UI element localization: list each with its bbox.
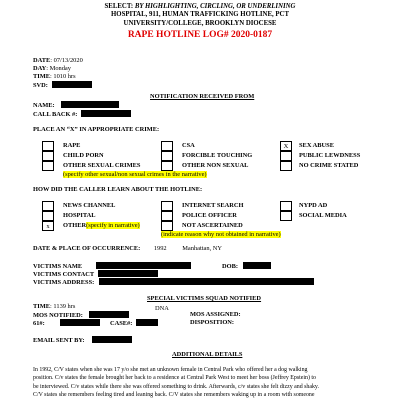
redaction-bar — [136, 319, 158, 326]
occurrence-year: 1992 — [153, 245, 167, 252]
crime-option-child-porn: CHILD PORN — [63, 152, 104, 159]
checkbox-mark: x — [46, 223, 50, 230]
redaction-bar — [96, 262, 191, 269]
source-option-other-label: OTHER — [63, 222, 87, 229]
occurrence-place: Manhattan, NY — [182, 245, 222, 252]
source-option-hospital: HOSPITAL — [63, 212, 96, 219]
checkbox-no-crime-stated[interactable] — [280, 161, 292, 171]
svs-time-value: : 1139 hrs — [50, 303, 76, 310]
checkbox-sex-abuse[interactable] — [280, 141, 292, 151]
checkbox-forcible-touching[interactable] — [161, 151, 173, 161]
source-option-other — [63, 222, 140, 230]
select-instruction-line — [0, 3, 400, 11]
redaction-bar — [99, 278, 314, 285]
checkbox-internet-search[interactable] — [161, 201, 173, 211]
source-option-nypd-ad: NYPD AD — [299, 202, 328, 209]
checkbox-rape[interactable] — [42, 141, 54, 151]
svs-dna: DNA — [155, 305, 169, 312]
redaction-bar — [61, 101, 119, 108]
case-row — [110, 319, 158, 328]
mos-notified-label: MOS NOTIFIED: — [33, 312, 83, 319]
victim-contact-label: VICTIMS CONTACT — [33, 271, 95, 278]
form61-row — [33, 319, 100, 328]
details-narrative — [33, 366, 319, 399]
email-label: EMAIL SENT BY: — [33, 337, 85, 344]
log-title: RAPE HOTLINE LOG# 2020-0187 — [127, 30, 273, 40]
redaction-bar — [89, 311, 129, 318]
form61-label: 61#: — [33, 320, 45, 327]
victim-address-label: VICTIMS ADDRESS: — [33, 279, 95, 286]
redaction-bar — [60, 319, 100, 326]
checkbox-police-officer[interactable] — [161, 211, 173, 221]
name-label: NAME: — [33, 102, 55, 109]
svs-time-label: TIME — [33, 303, 51, 310]
source-option-social-media: SOCIAL MEDIA — [299, 212, 347, 219]
checkbox-child-porn[interactable] — [42, 151, 54, 161]
source-option-news-channel: NEWS CHANNEL — [63, 202, 116, 209]
university-line: UNIVERSITY/COLLEGE, BROOKLYN DIOCESE — [123, 20, 277, 27]
svs-heading: SPECIAL VICTIMS SQUAD NOTIFIED — [147, 295, 262, 302]
mos-assigned-label: MOS ASSIGNED: — [190, 311, 241, 318]
email-row — [33, 336, 132, 345]
details-heading: ADDITIONAL DETAILS — [172, 351, 243, 358]
crime-note-text: (specify other sexual/non sexual crimes in the narrative) — [63, 171, 207, 178]
day-label: DAY — [33, 65, 47, 72]
checkbox-public-lewdness[interactable] — [280, 151, 292, 161]
narrative-line: position. C/v states the female brought her back to a residence at Central Park West to meet her boss (Jeffrey Epstein) to — [33, 375, 316, 382]
hotline-source-heading: HOW DID THE CALLER LEARN ABOUT THE HOTLINE: — [33, 186, 203, 193]
checkbox-news-channel[interactable] — [42, 201, 54, 211]
time-value: : 1010 hrs — [50, 73, 76, 80]
crime-note — [63, 171, 207, 179]
narrative-line: be interviewed. C/v states while there she was offered something to drink. Afterwards, c/v states she felt dizzy and shaky. — [33, 383, 319, 390]
crime-option-other-sexual: OTHER SEXUAL CRIMES — [63, 162, 141, 169]
crime-option-other-non-sexual: OTHER NON SEXUAL — [182, 162, 249, 169]
checkbox-other-non-sexual[interactable] — [161, 161, 173, 171]
checkbox-social-media[interactable] — [280, 211, 292, 221]
svs-time-row — [33, 303, 75, 311]
case-label: CASE#: — [110, 320, 133, 327]
source-other-note: (specify in narrative) — [86, 222, 140, 229]
source-option-police-officer: POLICE OFFICER — [182, 212, 237, 219]
time-label: TIME — [33, 73, 51, 80]
crime-option-forcible-touching: FORCIBLE TOUCHING — [182, 152, 253, 159]
crime-option-csa: CSA — [182, 142, 195, 149]
source-option-internet-search: INTERNET SEARCH — [182, 202, 244, 209]
victim-dob-row — [222, 262, 271, 271]
redaction-bar — [98, 270, 158, 277]
day-value: : Monday — [46, 65, 71, 72]
victim-dob-label: DOB: — [222, 263, 238, 270]
redaction-bar — [243, 262, 271, 269]
victim-address-row — [33, 278, 314, 287]
crime-option-rape: RAPE — [63, 142, 81, 149]
source-option-not-ascertained: NOT ASCERTAINED — [182, 222, 243, 229]
occurrence-row — [33, 245, 222, 253]
crime-option-sex-abuse: SEX ABUSE — [299, 142, 334, 149]
narrative-line: C/V states she remembers feeling tired and leaning back. C/V states she remembers waking up in a room with someone — [33, 391, 315, 398]
time-row — [33, 73, 76, 81]
checkbox-csa[interactable] — [161, 141, 173, 151]
crime-heading: PLACE AN “X” IN APPROPRIATE CRIME: — [33, 126, 160, 133]
disposition-label: DISPOSITION: — [190, 319, 235, 326]
occurrence-label: DATE & PLACE OF OCCURRENCE: — [33, 245, 141, 252]
date-value: : 07/13/2020 — [50, 57, 83, 64]
checkbox-hospital[interactable] — [42, 211, 54, 221]
svd-label: SVD: — [33, 82, 48, 89]
callback-label: CALL BACK #: — [33, 111, 78, 118]
checkbox-mark: X — [283, 143, 289, 150]
callback-row — [33, 110, 131, 119]
day-row — [33, 65, 71, 73]
date-label: DATE — [33, 57, 51, 64]
crime-option-no-crime-stated: NO CRIME STATED — [299, 162, 359, 169]
source-col2-note-text: (indicate reason why not obtained in narrative) — [161, 231, 281, 238]
source-col2-note — [161, 231, 281, 239]
svd-row — [33, 81, 92, 90]
checkbox-other-source[interactable] — [42, 221, 54, 231]
narrative-line: In 1992, C/V states when she was 17 y/o she met an unknown female in Central Park who offered her a dog walking — [33, 367, 308, 373]
redaction-bar — [52, 81, 92, 88]
select-label: SELECT: — [104, 3, 134, 10]
checkbox-other-sexual-crimes[interactable] — [42, 161, 54, 171]
redaction-bar — [92, 336, 132, 343]
date-row — [33, 57, 83, 65]
checkbox-not-ascertained[interactable] — [161, 221, 173, 231]
victim-name-label: VICTIMS NAME — [33, 263, 83, 270]
redaction-bar — [81, 110, 131, 117]
name-row — [33, 101, 119, 110]
hospital-line: HOSPITAL, 911, HUMAN TRAFFICKING HOTLINE, PCT — [111, 11, 289, 18]
checkbox-nypd-ad[interactable] — [280, 201, 292, 211]
notification-heading: NOTIFICATION RECEIVED FROM — [150, 93, 255, 100]
select-instruction: BY HIGHLIGHTING, CIRCLING, OR UNDERLINING — [134, 3, 296, 10]
crime-option-public-lewdness: PUBLIC LEWDNESS — [299, 152, 361, 159]
